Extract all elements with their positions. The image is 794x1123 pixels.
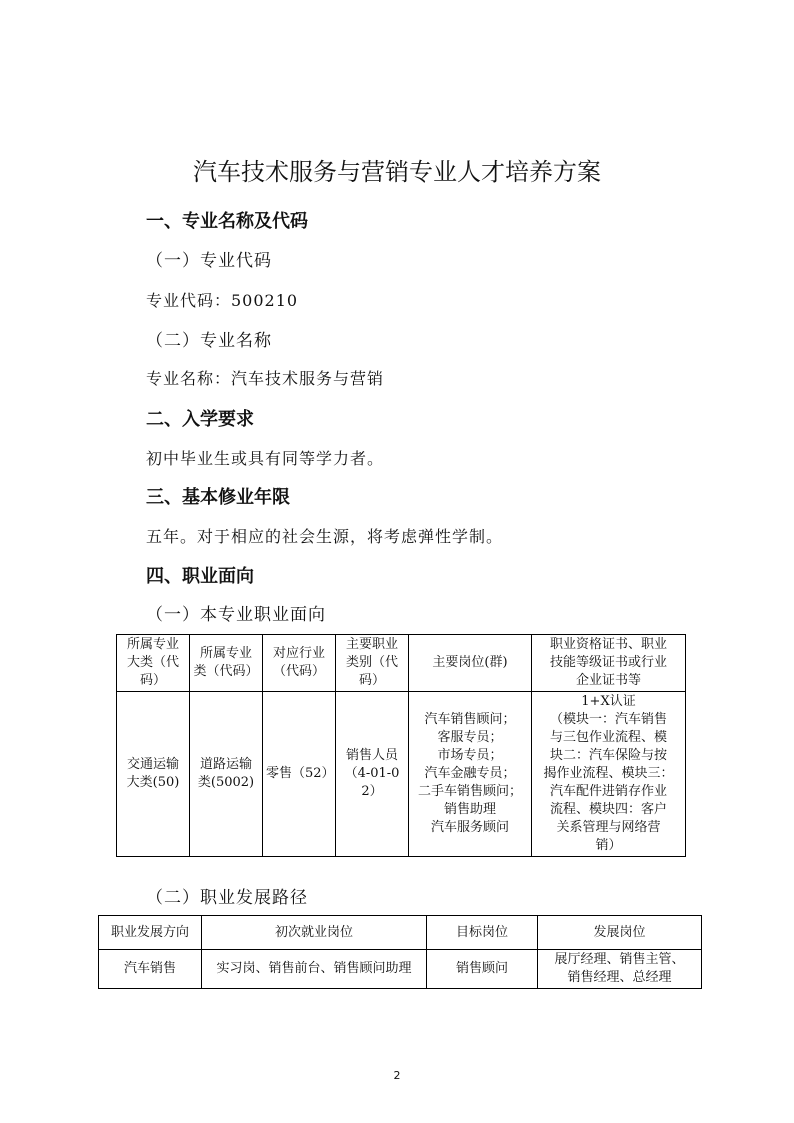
section-4-heading: 四、职业面向 bbox=[146, 566, 254, 587]
table-header-cell: 职业发展方向 bbox=[99, 916, 202, 950]
section-1-sub1: （一）专业代码 bbox=[146, 251, 272, 271]
table-header-cell: 所属专业 类（代码） bbox=[190, 635, 263, 692]
table-header-row bbox=[117, 635, 686, 692]
table-cell: 1+X认证 （模块一：汽车销售 与三包作业流程、模 块二：汽车保险与按 揭作业流程、模块三： 汽车配件进销存作业 流程、模块四：客户 关系管理与网络营 销） bbox=[532, 692, 686, 857]
duration-text: 五年。对于相应的社会生源，将考虑弹性学制。 bbox=[146, 527, 504, 546]
table-header-cell: 目标岗位 bbox=[427, 916, 538, 950]
section-4-sub2: （二）职业发展路径 bbox=[146, 888, 308, 908]
section-4-sub1: （一）本专业职业面向 bbox=[146, 605, 326, 625]
table-header-cell: 所属专业 大类（代 码） bbox=[117, 635, 190, 692]
table-cell: 交通运输 大类(50) bbox=[117, 692, 190, 857]
section-1-heading: 一、专业名称及代码 bbox=[146, 211, 308, 232]
section-2-heading: 二、入学要求 bbox=[146, 409, 254, 430]
table-header-cell: 主要岗位(群) bbox=[409, 635, 532, 692]
table-header-cell: 发展岗位 bbox=[538, 916, 702, 950]
table-cell: 实习岗、销售前台、销售顾问助理 bbox=[202, 950, 427, 989]
table-header-cell: 对应行业 （代码） bbox=[263, 635, 336, 692]
table-cell: 销售顾问 bbox=[427, 950, 538, 989]
career-path-table bbox=[98, 915, 702, 989]
section-1-sub2: （二）专业名称 bbox=[146, 331, 272, 351]
table-header-row bbox=[99, 916, 702, 950]
section-3-heading: 三、基本修业年限 bbox=[146, 487, 290, 508]
career-orientation-table bbox=[116, 634, 686, 857]
table-header-cell: 主要职业 类别（代 码） bbox=[336, 635, 409, 692]
table-cell: 汽车销售顾问； 客服专员； 市场专员； 汽车金融专员； 二手车销售顾问； 销售助理 汽车服务顾问 bbox=[409, 692, 532, 857]
admission-text: 初中毕业生或具有同等学力者。 bbox=[146, 449, 385, 468]
table-cell: 展厅经理、销售主管、 销售经理、总经理 bbox=[538, 950, 702, 989]
table-cell: 零售（52） bbox=[263, 692, 336, 857]
major-code-line: 专业代码：500210 bbox=[146, 291, 299, 310]
document-title: 汽车技术服务与营销专业人才培养方案 bbox=[193, 158, 601, 186]
table-cell: 汽车销售 bbox=[99, 950, 202, 989]
table-header-cell: 初次就业岗位 bbox=[202, 916, 427, 950]
page-number: 2 bbox=[393, 1069, 401, 1082]
table-cell: 道路运输 类(5002) bbox=[190, 692, 263, 857]
table-row bbox=[117, 692, 686, 857]
table-row bbox=[99, 950, 702, 989]
table-header-cell: 职业资格证书、职业 技能等级证书或行业 企业证书等 bbox=[532, 635, 686, 692]
table-cell: 销售人员 （4-01-0 2） bbox=[336, 692, 409, 857]
major-name-line: 专业名称：汽车技术服务与营销 bbox=[146, 369, 385, 388]
